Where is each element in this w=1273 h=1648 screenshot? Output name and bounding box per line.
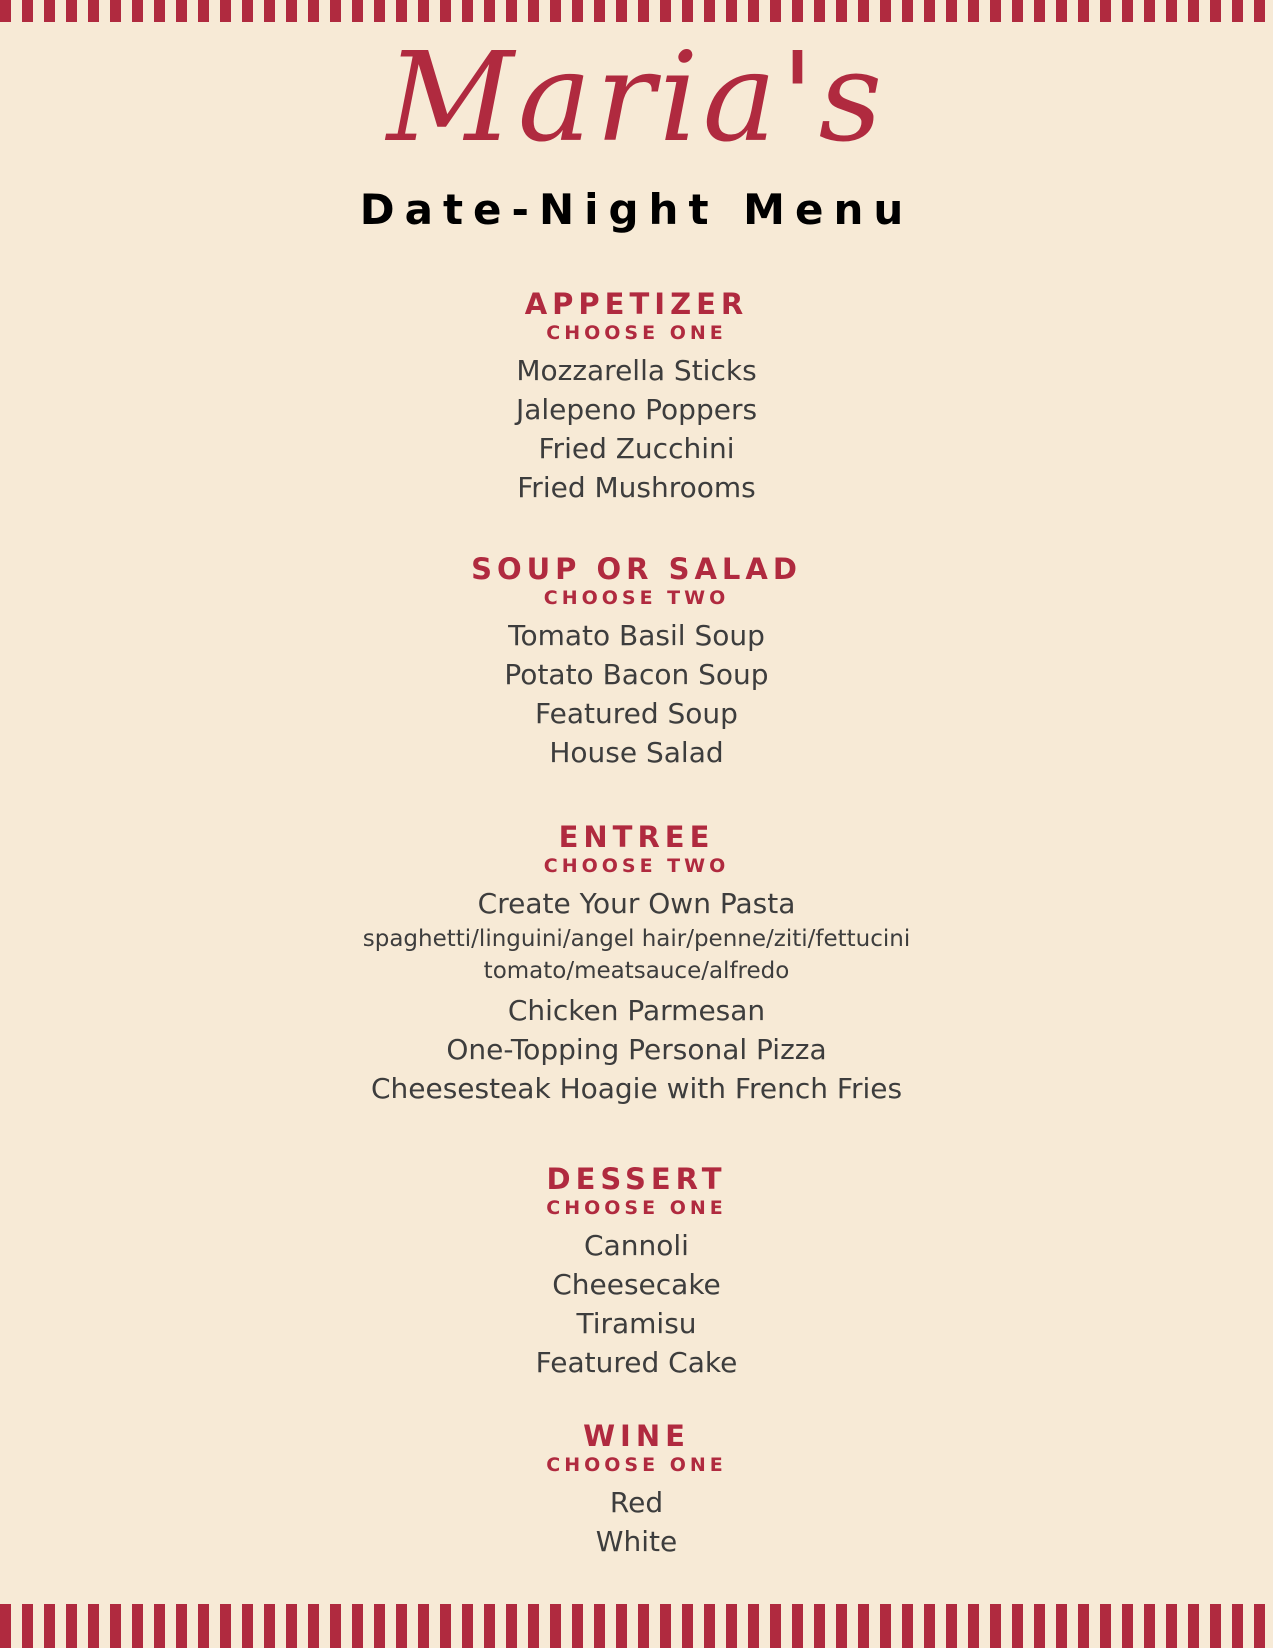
menu-item: Fried Mushrooms — [517, 471, 756, 504]
bottom-stripe-border — [0, 1604, 1273, 1648]
choose-label: CHOOSE ONE — [546, 322, 727, 344]
section-heading: WINE — [583, 1419, 690, 1453]
menu-item: House Salad — [549, 736, 724, 769]
section-heading: ENTREE — [558, 820, 715, 854]
restaurant-name: Maria's — [386, 26, 887, 170]
menu-item: Cannoli — [584, 1229, 689, 1262]
wine-section — [0, 1419, 1273, 1561]
section-heading: DESSERT — [546, 1162, 727, 1196]
top-stripe-border — [0, 0, 1273, 22]
menu-item: Featured Soup — [535, 697, 738, 730]
menu-item: Jalepeno Poppers — [515, 393, 758, 426]
menu-item: Cheesesteak Hoagie with French Fries — [370, 1072, 903, 1105]
menu-item: White — [595, 1525, 678, 1558]
menu-item: Featured Cake — [535, 1346, 738, 1379]
menu-item: Red — [609, 1486, 664, 1519]
pasta-sauces: tomato/meatsauce/alfredo — [483, 958, 790, 984]
menu-item: Cheesecake — [552, 1268, 721, 1301]
section-heading: APPETIZER — [524, 287, 749, 321]
menu-item: Tomato Basil Soup — [508, 619, 765, 652]
choose-label: CHOOSE TWO — [543, 587, 730, 609]
dessert-section — [0, 1162, 1273, 1382]
pasta-shapes: spaghetti/linguini/angel hair/penne/ziti/fettucini — [362, 926, 911, 952]
menu-item: Potato Bacon Soup — [504, 658, 769, 691]
menu-item: Mozzarella Sticks — [516, 354, 757, 387]
menu-item: One-Topping Personal Pizza — [446, 1033, 827, 1066]
choose-label: CHOOSE ONE — [546, 1454, 727, 1476]
menu-item: Fried Zucchini — [538, 432, 735, 465]
entree-section — [0, 820, 1273, 1108]
menu-title: Date-Night Menu — [359, 185, 914, 234]
appetizer-section — [0, 287, 1273, 507]
soup-salad-section — [0, 552, 1273, 772]
menu-item: Tiramisu — [576, 1307, 697, 1340]
choose-label: CHOOSE ONE — [546, 1197, 727, 1219]
menu-item: Chicken Parmesan — [507, 994, 766, 1027]
menu-item: Create Your Own Pasta — [477, 887, 796, 920]
section-heading: SOUP OR SALAD — [471, 552, 802, 586]
choose-label: CHOOSE TWO — [543, 855, 730, 877]
